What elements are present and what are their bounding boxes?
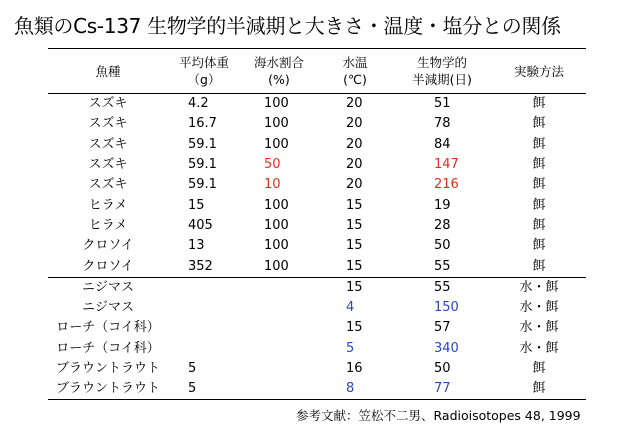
cell-half-life: 78 <box>434 116 451 132</box>
halflife-table <box>48 48 586 400</box>
table-row <box>48 175 586 195</box>
header-species: 魚種 <box>95 63 121 79</box>
cell-weight: 405 <box>188 217 213 233</box>
cell-weight: 59.1 <box>188 136 217 152</box>
cell-half-life-highlight: 77 <box>434 381 451 397</box>
cell-sea-ratio: 100 <box>264 96 289 112</box>
cell-sea-ratio <box>240 298 318 318</box>
cell-method: 餌 <box>532 217 546 233</box>
reference-note: 参考文献：笠松不二男、Radioisotopes 48, 1999 <box>296 408 581 423</box>
table-row <box>48 236 586 256</box>
cell-method: 餌 <box>532 116 546 132</box>
cell-temperature: 15 <box>346 320 363 336</box>
cell-weight: 352 <box>188 258 213 274</box>
table-row <box>48 256 586 277</box>
cell-method: 餌 <box>532 177 546 193</box>
cell-weight: 15 <box>188 197 205 213</box>
cell-sea-ratio: 100 <box>264 238 289 254</box>
cell-method: 水・餌 <box>519 300 559 316</box>
cell-species: スズキ <box>88 96 128 112</box>
cell-species: スズキ <box>88 116 128 132</box>
cell-species: クロソイ <box>82 238 134 254</box>
cell-temperature: 16 <box>346 361 363 376</box>
cell-sea-ratio <box>240 339 318 359</box>
cell-half-life-highlight: 150 <box>434 300 459 316</box>
cell-species: ヒラメ <box>88 217 128 233</box>
cell-weight: 5 <box>188 381 197 397</box>
cell-weight: 59.1 <box>188 177 217 193</box>
cell-weight <box>168 298 240 318</box>
cell-method: 餌 <box>532 381 546 397</box>
table-row <box>48 94 586 115</box>
cell-method: 餌 <box>532 197 546 213</box>
cell-weight: 59.1 <box>188 157 217 173</box>
table-row <box>48 155 586 175</box>
cell-half-life: 28 <box>434 217 451 233</box>
cell-temperature: 20 <box>346 177 363 193</box>
cell-sea-ratio <box>240 379 318 400</box>
cell-sea-ratio <box>240 318 318 338</box>
cell-sea-ratio <box>240 277 318 298</box>
cell-method: 餌 <box>532 258 546 274</box>
cell-weight: 5 <box>188 361 197 376</box>
cell-half-life: 50 <box>434 238 451 254</box>
header-method: 実験方法 <box>513 63 564 79</box>
cell-sea-ratio: 100 <box>264 116 289 132</box>
cell-weight: 16.7 <box>188 116 217 132</box>
header-sea-ratio: 海水割合 (%) <box>253 55 304 87</box>
cell-temperature-highlight: 4 <box>346 300 355 316</box>
cell-weight <box>168 277 240 298</box>
cell-half-life-highlight: 216 <box>434 177 459 193</box>
cell-species: スズキ <box>88 157 128 173</box>
cell-species: ブラウントラウト <box>55 361 160 376</box>
table-header-row <box>48 49 586 94</box>
cell-half-life-highlight: 340 <box>434 340 459 356</box>
cell-species: ローチ（コイ科） <box>56 320 160 336</box>
page-title: 魚類のCs-137 生物学的半減期と大きさ・温度・塩分との関係 <box>14 14 561 38</box>
cell-sea-ratio: 100 <box>264 217 289 233</box>
cell-temperature: 15 <box>346 279 363 295</box>
cell-species: スズキ <box>88 177 128 193</box>
cell-half-life: 57 <box>434 320 451 336</box>
table-row <box>48 277 586 298</box>
cell-temperature: 20 <box>346 157 363 173</box>
cell-method: 餌 <box>532 136 546 152</box>
cell-half-life: 51 <box>434 96 451 112</box>
cell-species: ローチ（コイ科） <box>56 340 160 356</box>
header-temperature: 水温 (℃) <box>342 55 368 87</box>
cell-sea-ratio: 100 <box>264 197 289 213</box>
cell-species: ヒラメ <box>88 197 128 213</box>
cell-sea-ratio: 100 <box>264 136 289 152</box>
cell-temperature: 15 <box>346 197 363 213</box>
cell-weight <box>168 339 240 359</box>
cell-half-life: 19 <box>434 197 451 213</box>
cell-species: ブラウントラウト <box>55 381 160 397</box>
table-row <box>48 298 586 318</box>
cell-half-life: 55 <box>434 258 451 274</box>
cell-temperature: 20 <box>346 116 363 132</box>
table-row <box>48 359 586 379</box>
cell-method: 水・餌 <box>519 320 559 336</box>
cell-weight: 4.2 <box>188 96 209 112</box>
header-weight: 平均体重 （g） <box>178 55 229 87</box>
cell-temperature: 15 <box>346 238 363 254</box>
cell-sea-ratio-highlight: 50 <box>264 157 281 173</box>
cell-temperature-highlight: 8 <box>346 381 355 397</box>
table-row <box>48 216 586 236</box>
cell-half-life-highlight: 147 <box>434 157 459 173</box>
cell-sea-ratio: 100 <box>264 258 289 274</box>
cell-temperature-highlight: 5 <box>346 340 355 356</box>
cell-half-life: 55 <box>434 279 451 295</box>
cell-temperature: 20 <box>346 136 363 152</box>
cell-species: スズキ <box>88 136 128 152</box>
cell-method: 水・餌 <box>519 340 559 356</box>
table-row <box>48 339 586 359</box>
cell-temperature: 20 <box>346 96 363 112</box>
cell-method: 餌 <box>532 238 546 254</box>
cell-weight <box>168 318 240 338</box>
cell-sea-ratio-highlight: 10 <box>264 177 281 193</box>
cell-species: ニジマス <box>81 279 134 295</box>
cell-method: 餌 <box>532 157 546 173</box>
table-row <box>48 318 586 338</box>
cell-method: 水・餌 <box>519 279 559 295</box>
cell-half-life: 84 <box>434 136 451 152</box>
cell-species: クロソイ <box>82 258 134 274</box>
table-row <box>48 114 586 134</box>
cell-temperature: 15 <box>346 258 363 274</box>
header-half-life: 生物学的 半減期(日) <box>412 55 472 87</box>
cell-weight: 13 <box>188 238 205 254</box>
table-row <box>48 195 586 215</box>
table-row <box>48 379 586 400</box>
cell-species: ニジマス <box>81 300 134 316</box>
cell-method: 餌 <box>532 361 546 376</box>
table-row <box>48 135 586 155</box>
cell-temperature: 15 <box>346 217 363 233</box>
cell-half-life: 50 <box>434 361 451 376</box>
cell-sea-ratio <box>240 359 318 379</box>
cell-method: 餌 <box>532 96 546 112</box>
